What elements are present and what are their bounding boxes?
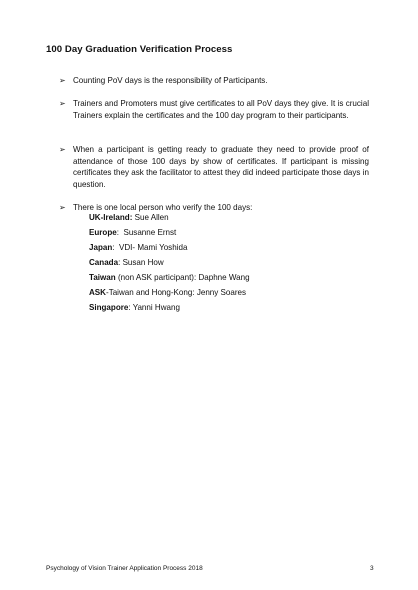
contact-separator: - (106, 288, 109, 297)
footer-text: Psychology of Vision Trainer Application Process 2018 (46, 565, 203, 572)
contact-region: UK-Ireland (89, 213, 130, 222)
bullet-item (59, 98, 369, 121)
contact-name: Yanni Hwang (132, 303, 180, 312)
contact-name: Taiwan and Hong-Kong: Jenny Soares (108, 288, 247, 297)
contact-name: VDI- Mami Yoshida (118, 243, 188, 252)
contact-name: Sue Allen (134, 213, 169, 222)
bullet-item (59, 144, 369, 190)
contact-region: Europe (89, 228, 117, 237)
arrow-right-icon: ➢ (59, 203, 66, 212)
bullet-text: There is one local person who verify the 100 days: (73, 203, 253, 212)
contact-line-singapore (89, 302, 180, 313)
arrow-right-icon: ➢ (59, 99, 66, 108)
contact-separator: : (116, 228, 124, 237)
arrow-right-icon: ➢ (59, 145, 66, 154)
contact-name: (non ASK participant): Daphne Wang (117, 273, 250, 282)
contact-name: Susanne Ernst (123, 228, 177, 237)
contact-line-japan (89, 242, 187, 253)
contact-line-uk-ireland (89, 212, 169, 223)
contact-separator: : (118, 258, 123, 267)
contact-region: Japan (89, 243, 113, 252)
bullet-text: Counting PoV days is the responsibility of Participants. (73, 76, 268, 85)
arrow-right-icon: ➢ (59, 76, 66, 85)
contact-line-europe (89, 227, 176, 238)
contact-line-canada (89, 257, 164, 268)
bullet-text: When a participant is getting ready to graduate they need to provide proof of attendance of those 100 days by show of certificates. If participant is missing certificates they ask the facilitator to attest they did indeed participate those days in question. (73, 145, 369, 189)
bullet-text: Trainers and Promoters must give certificates to all PoV days they give. It is crucial Trainers explain the certificates and the 100 day program to their participants. (73, 99, 369, 120)
contact-region: Canada (89, 258, 119, 267)
contact-line-taiwan (89, 272, 250, 283)
contact-region: Taiwan (89, 273, 116, 282)
contact-separator: : (112, 243, 119, 252)
contact-separator: : (128, 303, 133, 312)
contact-name: Susan How (122, 258, 164, 267)
contact-region: ASK (89, 288, 106, 297)
contact-line-ask (89, 287, 246, 298)
section-title: 100 Day Graduation Verification Process (46, 44, 233, 55)
page-number: 3 (370, 565, 374, 572)
contact-separator: : (129, 213, 135, 222)
bullet-item (59, 75, 369, 87)
contact-region: Singapore (89, 303, 129, 312)
